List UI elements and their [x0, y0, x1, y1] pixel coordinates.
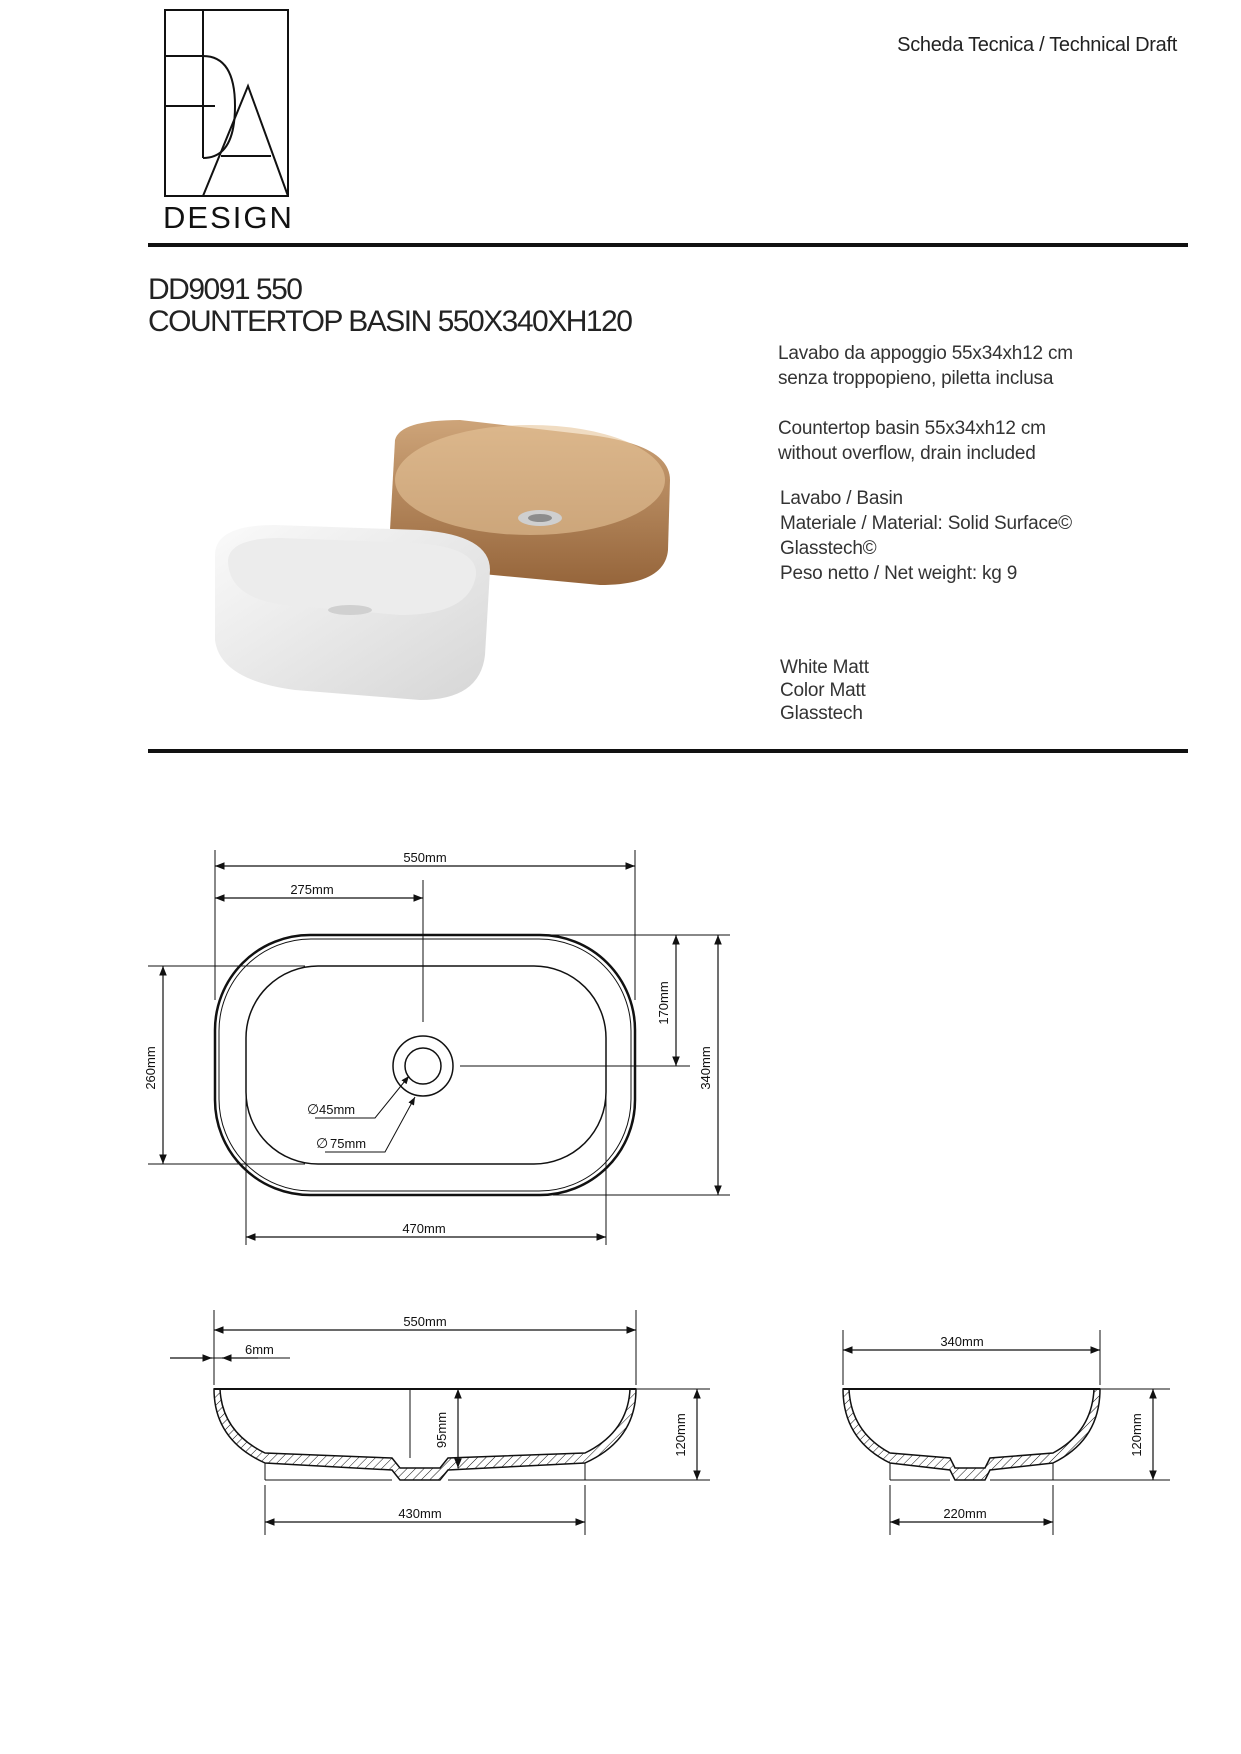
product-code: DD9091 550 [148, 273, 302, 306]
front-section-labels [245, 1314, 688, 1521]
side-section-labels [940, 1334, 1144, 1521]
brand-wordmark: DESIGN [163, 200, 294, 235]
description-italian: Lavabo da appoggio 55x34xh12 cm senza troppopieno, piletta inclusa [778, 343, 1073, 389]
description-english: Countertop basin 55x34xh12 cm without overflow, drain included [778, 418, 1046, 464]
svg-text:∅: ∅ [316, 1135, 329, 1151]
dim-inner-height: 260mm [143, 1046, 158, 1090]
dim-front-height: 120mm [673, 1413, 688, 1457]
dim-side-height: 120mm [1129, 1413, 1144, 1457]
finish-item: White Matt [780, 657, 869, 678]
dim-depth-total: 340mm [698, 1046, 713, 1090]
dim-base-width: 430mm [398, 1506, 442, 1521]
product-name: COUNTERTOP BASIN 550X340XH120 [148, 305, 632, 338]
dim-wall: 6mm [245, 1342, 274, 1357]
specifications: Lavabo / Basin Materiale / Material: Solid Surface© Glasstech© Peso netto / Net weight: kg 9 [780, 488, 1072, 584]
svg-text:∅: ∅ [307, 1101, 320, 1117]
side-section [843, 1330, 1170, 1535]
top-view [148, 850, 730, 1245]
dim-side-base: 220mm [943, 1506, 987, 1521]
finish-item: Color Matt [780, 680, 866, 701]
dim-front-width: 550mm [403, 1314, 447, 1329]
finish-item: Glasstech [780, 703, 863, 724]
dim-inner-depth: 95mm [434, 1411, 449, 1449]
dim-side-width: 340mm [940, 1334, 984, 1349]
document-type: Scheda Tecnica / Technical Draft [897, 34, 1177, 56]
dim-drain-outer: 75mm [330, 1136, 367, 1151]
dim-inner-width: 470mm [402, 1221, 446, 1236]
dim-drain-inner: 45mm [319, 1102, 356, 1117]
top-view-labels [143, 850, 713, 1236]
dim-width-half: 275mm [290, 882, 334, 897]
dim-drain-offset: 170mm [656, 981, 671, 1025]
dim-width-total: 550mm [403, 850, 447, 865]
